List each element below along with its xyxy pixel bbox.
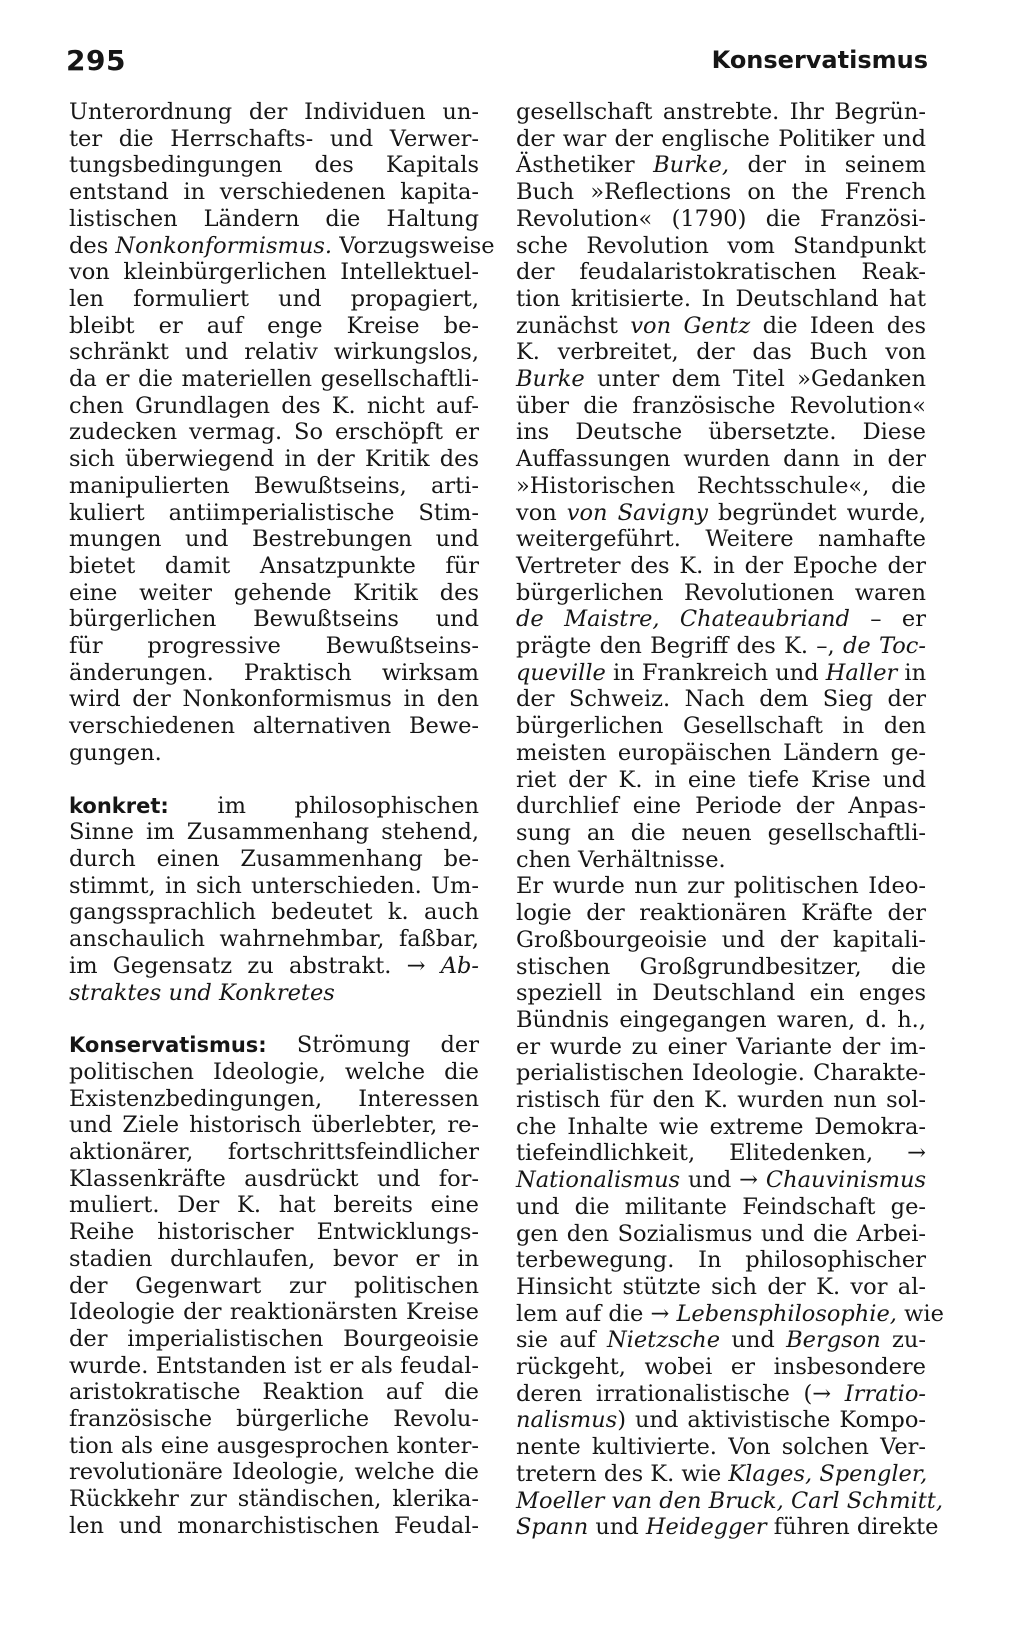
italic-reference: nalismus <box>516 1407 618 1434</box>
entry-gap <box>69 767 479 793</box>
italic-reference: de Maistre, Chateaubriand <box>516 606 850 633</box>
text-line: politischen Ideologie, welche die <box>69 1058 479 1085</box>
text-line: lem auf die → Lebensphilosophie, wie <box>516 1300 944 1327</box>
italic-reference: Nietzsche <box>606 1327 721 1354</box>
italic-reference: Heidegger <box>645 1514 767 1541</box>
entry-gap <box>69 1006 479 1032</box>
konservatismus-continued-paragraph <box>516 99 926 873</box>
text-line: rückgeht, wobei er insbesondere <box>516 1354 926 1381</box>
text-line: der war der englische Politiker und <box>516 125 926 152</box>
text-line: Hinsicht stützte sich der K. vor al- <box>516 1273 926 1300</box>
text-line: stischen Großgrundbesitzer, die <box>516 953 926 980</box>
text-line: sung an die neuen gesellschaftli- <box>516 819 926 846</box>
italic-reference: Haller <box>825 659 898 686</box>
text-line: und die militante Feindschaft ge- <box>516 1193 926 1220</box>
entry-first-line <box>69 793 479 820</box>
text-line: bürgerlichen Revolutionen waren <box>516 579 926 606</box>
italic-reference: Lebensphilosophie, <box>676 1300 897 1327</box>
italic-reference: Nationalismus <box>516 1167 681 1194</box>
text-line: Vertreter des K. in der Epoche der <box>516 552 926 579</box>
text-line: deren irrationalistische (→ Irratio- <box>516 1380 926 1407</box>
text-line: stadien durchlaufen, bevor er in <box>69 1245 479 1272</box>
text-line: len und monarchistischen Feudal- <box>69 1512 479 1539</box>
text-line: aristokratische Reaktion auf die <box>69 1379 479 1406</box>
text-line: durch einen Zusammenhang be- <box>69 845 479 872</box>
text-line: Großbourgeoisie und der kapitali- <box>516 926 926 953</box>
italic-reference: Klages, Spengler, <box>728 1460 928 1487</box>
text-line: zunächst von Gentz die Ideen des <box>516 312 926 339</box>
italic-reference: Spann <box>516 1514 589 1541</box>
text-line: prägte den Begriff des K. –, de Toc- <box>516 633 926 660</box>
text-line <box>69 980 479 1007</box>
text-line: für progressive Bewußtseins- <box>69 633 479 660</box>
text-line: im Gegensatz zu abstrakt. → Ab- <box>69 952 479 979</box>
italic-reference: Chauvinismus <box>765 1167 926 1194</box>
text-line: Reihe historischer Entwicklungs- <box>69 1219 479 1246</box>
entry-konservatismus <box>69 1032 479 1539</box>
italic-reference: Moeller van den Bruck, Carl Schmitt, <box>516 1487 943 1514</box>
text-line: eine weiter gehende Kritik des <box>69 579 479 606</box>
text-line: Buch »Reflections on the French <box>516 179 926 206</box>
text-line: chen Grundlagen des K. nicht auf- <box>69 392 479 419</box>
text-line: revolutionäre Ideologie, welche die <box>69 1459 479 1486</box>
running-head: Konservatismus <box>711 46 928 74</box>
text-line: anschaulich wahrnehmbar, faßbar, <box>69 926 479 953</box>
page-header <box>66 44 928 84</box>
text-line: tion als eine ausgesprochen konter- <box>69 1432 479 1459</box>
text-line: da er die materiellen gesellschaftli- <box>69 366 479 393</box>
italic-reference: Burke, <box>653 152 730 179</box>
text-line: ins Deutsche übersetzte. Diese <box>516 419 926 446</box>
italic-reference: Burke <box>516 366 585 393</box>
text-line: bietet damit Ansatzpunkte für <box>69 552 479 579</box>
entry-first-line-text: im philosophischen <box>168 792 479 819</box>
text-line: verschiedenen alternativen Bewe- <box>69 713 479 740</box>
text-line: er wurde zu einer Variante der im- <box>516 1033 926 1060</box>
italic-reference: straktes und Konkretes <box>69 979 335 1006</box>
entry-konkret <box>69 793 479 1007</box>
italic-reference: queville <box>516 659 606 686</box>
text-line: Spann und Heidegger führen direkte <box>516 1514 939 1541</box>
text-line: tiefeindlichkeit, Elitedenken, → <box>516 1140 926 1167</box>
text-line: logie der reaktionären Kräfte der <box>516 900 926 927</box>
text-line: über die französische Revolution« <box>516 392 926 419</box>
text-line: terbewegung. In philosophischer <box>516 1247 926 1274</box>
text-line: nente kultivierte. Von solchen Ver- <box>516 1434 926 1461</box>
text-line: sche Revolution vom Standpunkt <box>516 232 926 259</box>
nonkonformismus-paragraph <box>69 99 495 767</box>
text-line: manipulierten Bewußtseins, arti- <box>69 472 479 499</box>
text-line: stimmt, in sich unterschieden. Um- <box>69 872 479 899</box>
entry-konkret-text <box>69 819 479 1006</box>
text-line: von von Savigny begründet wurde, <box>516 499 926 526</box>
entry-konservatismus-text <box>69 1059 479 1540</box>
text-line: wird der Nonkonformismus in den <box>69 686 479 713</box>
text-line: Klassenkräfte ausdrückt und for- <box>69 1165 479 1192</box>
text-line: ristisch für den K. wurden nun sol- <box>516 1087 926 1114</box>
konservatismus-paragraph-2 <box>516 873 944 1541</box>
italic-reference: Nonkonformismus. <box>115 232 333 259</box>
text-line: der Schweiz. Nach dem Sieg der <box>516 686 926 713</box>
text-line: speziell in Deutschland ein enges <box>516 980 926 1007</box>
text-line: gen den Sozialismus und die Arbei- <box>516 1220 926 1247</box>
text-line: Er wurde nun zur politischen Ideo- <box>516 873 926 900</box>
text-line: französische bürgerliche Revolu- <box>69 1406 479 1433</box>
text-line: tungsbedingungen des Kapitals <box>69 152 479 179</box>
text-line: zudecken vermag. So erschöpft er <box>69 419 479 446</box>
text-line: Ideologie der reaktionärsten Kreise <box>69 1299 479 1326</box>
entry-term-konservatismus: Konservatismus: <box>69 1033 267 1058</box>
text-line: gangssprachlich bedeutet k. auch <box>69 899 479 926</box>
text-line: Ästhetiker Burke, der in seinem <box>516 152 926 179</box>
text-line: Rückkehr zur ständischen, klerika- <box>69 1486 479 1513</box>
entry-first-line-text: Strömung der <box>266 1032 479 1059</box>
italic-reference: von Savigny <box>566 499 708 526</box>
text-line: gesellschaft anstrebte. Ihr Begrün- <box>516 99 926 125</box>
text-line: änderungen. Praktisch wirksam <box>69 659 479 686</box>
text-line <box>516 1487 943 1515</box>
text-line: weitergeführt. Weitere namhafte <box>516 526 926 553</box>
text-line: »Historischen Rechtsschule«, die <box>516 472 926 499</box>
text-line: queville in Frankreich und Haller in <box>516 659 927 686</box>
text-line: Sinne im Zusammenhang stehend, <box>69 819 479 846</box>
text-line: nalismus) und aktivistische Kompo- <box>516 1407 926 1434</box>
text-line: Burke unter dem Titel »Gedanken <box>516 366 926 393</box>
text-line: tion kritisierte. In Deutschland hat <box>516 285 926 312</box>
text-line: der imperialistischen Bourgeoisie <box>69 1325 479 1352</box>
text-line: perialistischen Ideologie. Charakte- <box>516 1060 926 1087</box>
text-line: schränkt und relativ wirkungslos, <box>69 339 479 366</box>
text-line: bürgerlichen Gesellschaft in den <box>516 713 926 740</box>
text-line: riet der K. in eine tiefe Krise und <box>516 766 926 793</box>
text-line: ter die Herrschafts- und Verwer- <box>69 125 479 152</box>
text-line: wurde. Entstanden ist er als feudal- <box>69 1352 479 1379</box>
text-line: de Maistre, Chateaubriand – er <box>516 606 926 633</box>
text-line: aktionärer, fortschrittsfeindlicher <box>69 1139 479 1166</box>
entry-first-line <box>69 1032 479 1059</box>
text-line: Unterordnung der Individuen un- <box>69 99 479 125</box>
text-line: kuliert antiimperialistische Stim- <box>69 499 479 526</box>
text-line: muliert. Der K. hat bereits eine <box>69 1192 479 1219</box>
text-line: K. verbreitet, der das Buch von <box>516 339 926 366</box>
text-line: und Ziele historisch überlebter, re- <box>69 1112 479 1139</box>
text-line: meisten europäischen Ländern ge- <box>516 739 926 766</box>
text-line: der Gegenwart zur politischen <box>69 1272 479 1299</box>
page-number: 295 <box>66 44 126 77</box>
text-line: che Inhalte wie extreme Demokra- <box>516 1113 926 1140</box>
italic-reference: Ab- <box>440 952 479 979</box>
text-line: bürgerlichen Bewußtseins und <box>69 606 479 633</box>
text-line: listischen Ländern die Haltung <box>69 205 479 232</box>
text-line: der feudalaristokratischen Reak- <box>516 259 926 286</box>
text-line: chen Verhältnisse. <box>516 846 726 873</box>
text-line: Bündnis eingegangen waren, d. h., <box>516 1006 926 1033</box>
text-line: von kleinbürgerlichen Intellektuel- <box>69 259 479 286</box>
text-line: des Nonkonformismus. Vorzugsweise <box>69 232 495 259</box>
text-line: len formuliert und propagiert, <box>69 285 479 312</box>
text-line: mungen und Bestrebungen und <box>69 526 479 553</box>
entry-term-konkret: konkret: <box>69 793 169 818</box>
text-line: bleibt er auf enge Kreise be- <box>69 312 479 339</box>
italic-reference: Irratio- <box>844 1380 926 1407</box>
left-column <box>69 99 495 1540</box>
text-line: tretern des K. wie Klages, Spengler, <box>516 1460 928 1487</box>
text-line: Nationalismus und → Chauvinismus <box>516 1167 926 1194</box>
text-line: gungen. <box>69 739 162 766</box>
text-line: entstand in verschiedenen kapita- <box>69 179 479 206</box>
text-line: Auffassungen wurden dann in der <box>516 446 926 473</box>
italic-reference: de Toc- <box>842 633 926 660</box>
text-line: sich überwiegend in der Kritik des <box>69 446 479 473</box>
text-line: durchlief eine Periode der Anpas- <box>516 793 926 820</box>
italic-reference: von Gentz <box>630 312 751 339</box>
italic-reference: Bergson <box>786 1327 881 1354</box>
right-column <box>516 99 944 1541</box>
text-line: Existenzbedingungen, Interessen <box>69 1085 479 1112</box>
text-line: sie auf Nietzsche und Bergson zu- <box>516 1327 926 1354</box>
text-line: Revolution« (1790) die Französi- <box>516 205 926 232</box>
